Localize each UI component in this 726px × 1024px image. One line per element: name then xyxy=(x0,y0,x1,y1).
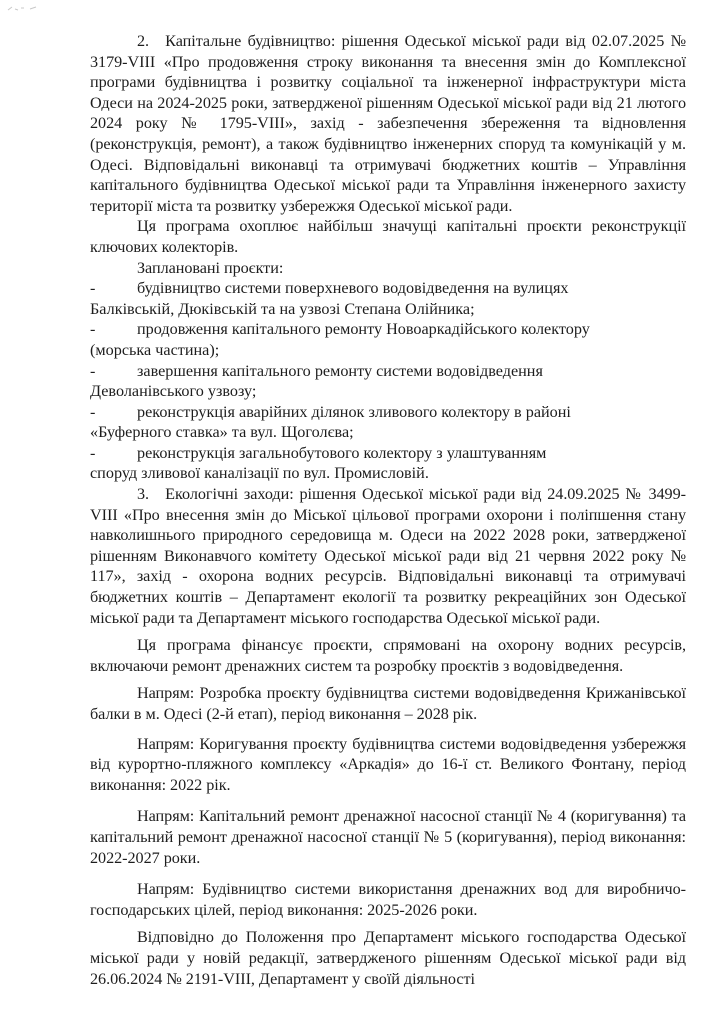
list-dash: - xyxy=(90,402,96,421)
paragraph-planned-projects-heading: Заплановані проєкти: xyxy=(137,258,284,277)
paragraph-department-regulation: Відповідно до Положення про Департамент міського господарства Одеської міської ради у новій редакції, затвердженого рішенням Одеської міської ради від 26.06.2024 № 2191-VIII, Департамент у своїй діяльності xyxy=(90,928,686,988)
list-dash: - xyxy=(90,320,96,339)
paragraph-ecological-measures: 3. Екологічні заходи: рішення Одеської міської ради від 24.09.2025 № 3499-VIII «Про внесення змін до Міської цільової програми охорони і поліпшення стану навколишнього природного середовища м. Одеси на 2022 2028 роки, затвердженої рішенням Виконавчого комітету Одеської міської ради від 21 червня 2022 року № 117», захід - охорона водних ресурсів. Відповідальні виконавці та отримувачі бюджетних коштів – Департамент екології та розвитку рекреаційних зон Одеської міської ради та Департамент міського господарства Одеської міської ради. xyxy=(90,485,686,627)
list-item xyxy=(90,402,686,443)
list-item-text: продовження капітального ремонту Новоаркадійського колектору xyxy=(137,320,590,339)
list-item xyxy=(90,278,686,319)
list-item-text: будівництво системи поверхневого водовідведення на вулицях xyxy=(137,279,569,298)
paragraph-direction-kryzhanivska: Напрям: Розробка проєкту будівництва системи водовідведення Крижанівської балки в м. Одесі (2-й етап), період виконання – 2028 рік. xyxy=(90,684,686,723)
paragraph-direction-arkadia: Напрям: Коригування проєкту будівництва системи водовідведення узбережжя від курортно-пляжного комплексу «Аркадія» до 16-ї ст. Великого Фонтану, період виконання: 2022 рік. xyxy=(90,734,686,794)
list-item-text: реконструкція загальнобутового колектору з улаштуванням xyxy=(137,443,547,462)
list-dash: - xyxy=(90,443,96,462)
paragraph-program-financing: Ця програма фінансує проєкти, спрямовані на охорону водних ресурсів, включаючи ремонт дренажних систем та розробку проєктів з водовідведення. xyxy=(90,636,686,675)
list-item-text: реконструкція аварійних ділянок зливового колектору в районі xyxy=(137,402,571,421)
list-item-text: завершення капітального ремонту системи водовідведення xyxy=(137,361,543,380)
list-item-text-continued: «Буферного ставка» та вул. Щоголєва; xyxy=(90,423,354,442)
paragraph-capital-construction: 2. Капітальне будівництво: рішення Одеської міської ради від 02.07.2025 № 3179-VIII «Про продовження строку виконання та внесення змін до Комплексної програми будівництва і розвитку соціальної та інженерної інфраструктури міста Одеси на 2024-2025 роки, затвердженої рішенням Одеської міської ради від 21 лютого 2024 року № 1795-VIII», захід - забезпечення збереження та відновлення (реконструкція, ремонт), а також будівництво інженерних споруд та комунікацій у м. Одесі. Відповідальні виконавці та отримувачі бюджетних коштів – Управління капітального будівництва Одеської міської ради та Управління інженерного захисту території міста та розвитку узбережжя Одеської міської ради. xyxy=(90,32,686,215)
scan-artifact-marks xyxy=(6,4,46,16)
planned-projects-list xyxy=(90,278,686,484)
list-item xyxy=(90,361,686,402)
list-dash: - xyxy=(90,361,96,380)
paragraph-direction-drainage-water: Напрям: Будівництво системи використання дренажних вод для виробничо-господарських цілей, період виконання: 2025-2026 роки. xyxy=(90,880,686,919)
list-item-text-continued: (морська частина); xyxy=(90,340,220,359)
list-item-text-continued: Деволанівського узвозу; xyxy=(90,382,257,401)
list-item xyxy=(90,319,686,360)
list-item-text-continued: Балківській, Дюківській та на узвозі Степана Олійника; xyxy=(90,299,475,318)
list-item xyxy=(90,443,686,484)
paragraph-direction-pump-stations: Напрям: Капітальний ремонт дренажної насосної станції № 4 (коригування) та капітальний ремонт дренажної насосної станції № 5 (коригування), період виконання: 2022-2027 роки. xyxy=(90,807,686,867)
document-body xyxy=(90,31,686,989)
list-item-text-continued: споруд зливової каналізації по вул. Промисловій. xyxy=(90,464,429,483)
paragraph-program-scope: Ця програма охоплює найбільш значущі капітальні проєкти реконструкції ключових колекторів. xyxy=(90,217,686,256)
list-dash: - xyxy=(90,279,96,298)
